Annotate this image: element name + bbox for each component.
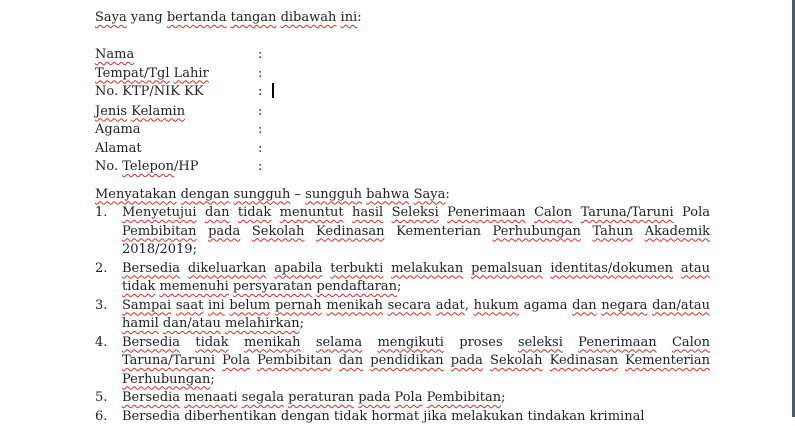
misspelled-word: identitas/dokumen (550, 261, 673, 276)
misspelled-word: Menyatakan (95, 187, 176, 202)
misspelled-word: menikah (244, 335, 301, 350)
word: ; (501, 390, 505, 405)
word: KTP/NIK (122, 84, 180, 99)
misspelled-word: atau (681, 261, 710, 276)
field-label (95, 121, 258, 140)
misspelled-word: Taruna/Taruni (581, 205, 674, 220)
field-value[interactable] (262, 158, 710, 177)
misspelled-word: memenuhi (159, 279, 228, 294)
field-value[interactable] (262, 103, 710, 122)
field-separator: : (258, 65, 262, 84)
field-row[interactable] (95, 65, 710, 84)
word: melakukan (451, 409, 523, 424)
word: ; (193, 242, 197, 257)
field-row[interactable] (95, 83, 710, 103)
misspelled-word: Bersedia (122, 390, 180, 405)
statement-line (95, 186, 710, 205)
word: 2018/2019 (122, 242, 193, 257)
list-item (95, 389, 710, 408)
misspelled-word: pendidikan (370, 353, 443, 368)
word: /HP (174, 159, 198, 174)
word: – (295, 187, 302, 202)
misspelled-word: Kedinasan (550, 353, 618, 368)
word: Alamat (95, 141, 142, 156)
field-value[interactable] (262, 65, 710, 84)
misspelled-word: pada (208, 224, 240, 239)
misspelled-word: Saya (414, 187, 446, 202)
misspelled-word: pada (451, 353, 483, 368)
word: : (445, 187, 449, 202)
word: diberhentikan (184, 409, 277, 424)
misspelled-word: hasil (352, 205, 383, 220)
misspelled-word: Tempat/Tgl (95, 66, 170, 81)
misspelled-word: Pembibitan (427, 390, 502, 405)
misspelled-word: pernah (275, 298, 322, 313)
field-row[interactable] (95, 158, 710, 177)
field-value[interactable] (262, 140, 710, 159)
misspelled-word: selama (316, 335, 362, 350)
misspelled-word: Pola (394, 390, 422, 405)
misspelled-word: Tahun (592, 224, 633, 239)
misspelled-word: pada (358, 390, 390, 405)
misspelled-word: pendaftaran (316, 279, 397, 294)
list-item-number: 2. (95, 260, 122, 297)
field-label (95, 140, 258, 159)
misspelled-word: mengikuti (377, 335, 444, 350)
misspelled-word: saat (176, 298, 203, 313)
misspelled-word: dan/atau (652, 298, 710, 313)
misspelled-word: melakukan (391, 261, 463, 276)
field-label (95, 46, 258, 65)
misspelled-word: secara (388, 298, 431, 313)
word: Bersedia (122, 409, 180, 424)
misspelled-word: tidak (122, 279, 155, 294)
list-item-number: 1. (95, 204, 122, 260)
list-item (95, 260, 710, 297)
misspelled-word: terbukti (330, 261, 383, 276)
misspelled-word: Lahir (174, 66, 209, 81)
misspelled-word: dikeluarkan (188, 261, 267, 276)
list-item-number: 3. (95, 297, 122, 334)
misspelled-word: Penerimaan (447, 205, 526, 220)
misspelled-word: Calon (534, 205, 572, 220)
misspelled-word: Pembibitan (122, 224, 197, 239)
misspelled-word: negara (601, 298, 647, 313)
misspelled-word: Pola (222, 353, 250, 368)
misspelled-word: Sekolah (490, 353, 543, 368)
word: hormat (371, 409, 419, 424)
misspelled-word: Perhubungan (493, 224, 581, 239)
field-row[interactable] (95, 140, 710, 159)
misspelled-word: dan (205, 205, 229, 220)
field-label (95, 83, 258, 103)
misspelled-word: apabila (274, 261, 322, 276)
misspelled-word: ini (341, 10, 358, 25)
misspelled-word: peraturan (288, 390, 354, 405)
misspelled-word: Telepon (122, 159, 174, 174)
field-separator: : (258, 103, 262, 122)
misspelled-word: Pembibitan (257, 353, 332, 368)
misspelled-word: ini (208, 298, 225, 313)
field-label (95, 65, 258, 84)
misspelled-word: Saya (95, 10, 127, 25)
misspelled-word: hukum (474, 298, 519, 313)
field-label (95, 103, 258, 122)
field-label (95, 158, 258, 177)
intro-line (95, 9, 710, 28)
misspelled-word: bahwa (366, 187, 409, 202)
word: tidak (334, 409, 367, 424)
misspelled-word: menaati (184, 390, 237, 405)
misspelled-word: hamil (122, 316, 159, 331)
misspelled-word: Bersedia (122, 335, 180, 350)
field-value[interactable] (262, 83, 710, 103)
list-item-text (122, 389, 710, 408)
misspelled-word: segala (242, 390, 284, 405)
field-row[interactable] (95, 103, 710, 122)
word: agama (524, 298, 568, 313)
misspelled-word: belum (229, 298, 270, 313)
word: jika (423, 409, 447, 424)
misspelled-word: Akademik (645, 224, 710, 239)
misspelled-word: Sampai (122, 298, 171, 313)
list-item (95, 297, 710, 334)
misspelled-word: melahirkan (225, 316, 300, 331)
misspelled-word: dan (339, 353, 363, 368)
word: No. (95, 84, 118, 99)
misspelled-word: Jenis (95, 104, 127, 119)
misspelled-word: seleksi (518, 335, 563, 350)
word: ; (300, 316, 304, 331)
list-item-number: 5. (95, 389, 122, 408)
word: KK (184, 84, 203, 99)
misspelled-word: sungguh (234, 187, 291, 202)
word: No. (95, 159, 118, 174)
misspelled-word: Nama (95, 47, 134, 62)
word: ; (397, 279, 401, 294)
list-item-number: 6. (95, 408, 122, 426)
misspelled-word: dibawah (281, 10, 337, 25)
word: Agama (95, 122, 141, 137)
misspelled-word: adat (436, 298, 465, 313)
field-row[interactable] (95, 46, 710, 65)
field-row[interactable] (95, 121, 710, 140)
misspelled-word: tangan (231, 10, 277, 25)
field-separator: : (258, 83, 262, 103)
misspelled-word: Kementerian (625, 353, 710, 368)
list-item (95, 204, 710, 260)
field-separator: : (258, 46, 262, 65)
list-item-text (122, 334, 710, 390)
field-value[interactable] (262, 46, 710, 65)
misspelled-word: Seleksi (392, 205, 439, 220)
misspelled-word: Menyetujui (122, 205, 197, 220)
misspelled-word: Perhubungan (122, 372, 210, 387)
word: Pola (682, 205, 710, 220)
list-item-number: 4. (95, 334, 122, 390)
misspelled-word: tidak (238, 205, 271, 220)
list-item-text (122, 204, 710, 260)
field-separator: : (258, 121, 262, 140)
misspelled-word: Kedinasan (316, 224, 384, 239)
misspelled-word: menuntut (280, 205, 344, 220)
word: Kementerian (396, 224, 481, 239)
list-item-text (122, 297, 710, 334)
field-separator: : (258, 158, 262, 177)
misspelled-word: dan (572, 298, 596, 313)
word: dengan (281, 409, 330, 424)
word: tindakan (528, 409, 586, 424)
misspelled-word: Sekolah (252, 224, 305, 239)
word: kriminal (589, 409, 644, 424)
misspelled-word: Kelamin (131, 104, 185, 119)
misspelled-word: Taruna/Taruni (122, 353, 215, 368)
misspelled-word: bertanda (167, 10, 227, 25)
field-separator: : (258, 140, 262, 159)
list-item (95, 334, 710, 390)
list-item-text (122, 260, 710, 297)
word: proses (459, 335, 502, 350)
fields-block (95, 46, 710, 177)
word: ; (210, 372, 214, 387)
text-cursor (272, 83, 274, 98)
misspelled-word: pemalsuan (471, 261, 542, 276)
word: yang (131, 10, 163, 25)
numbered-list (95, 204, 710, 426)
misspelled-word: Calon (672, 335, 710, 350)
misspelled-word: tidak (195, 335, 228, 350)
misspelled-word: dengan (181, 187, 230, 202)
misspelled-word: Bersedia (122, 261, 180, 276)
misspelled-word: sungguh (305, 187, 362, 202)
word: : (357, 10, 361, 25)
word: , (465, 298, 469, 313)
field-value[interactable] (262, 121, 710, 140)
misspelled-word: Penerimaan (578, 335, 657, 350)
misspelled-word: dan/atau (163, 316, 221, 331)
misspelled-word: menikah (326, 298, 383, 313)
misspelled-word: persyaratan (233, 279, 312, 294)
